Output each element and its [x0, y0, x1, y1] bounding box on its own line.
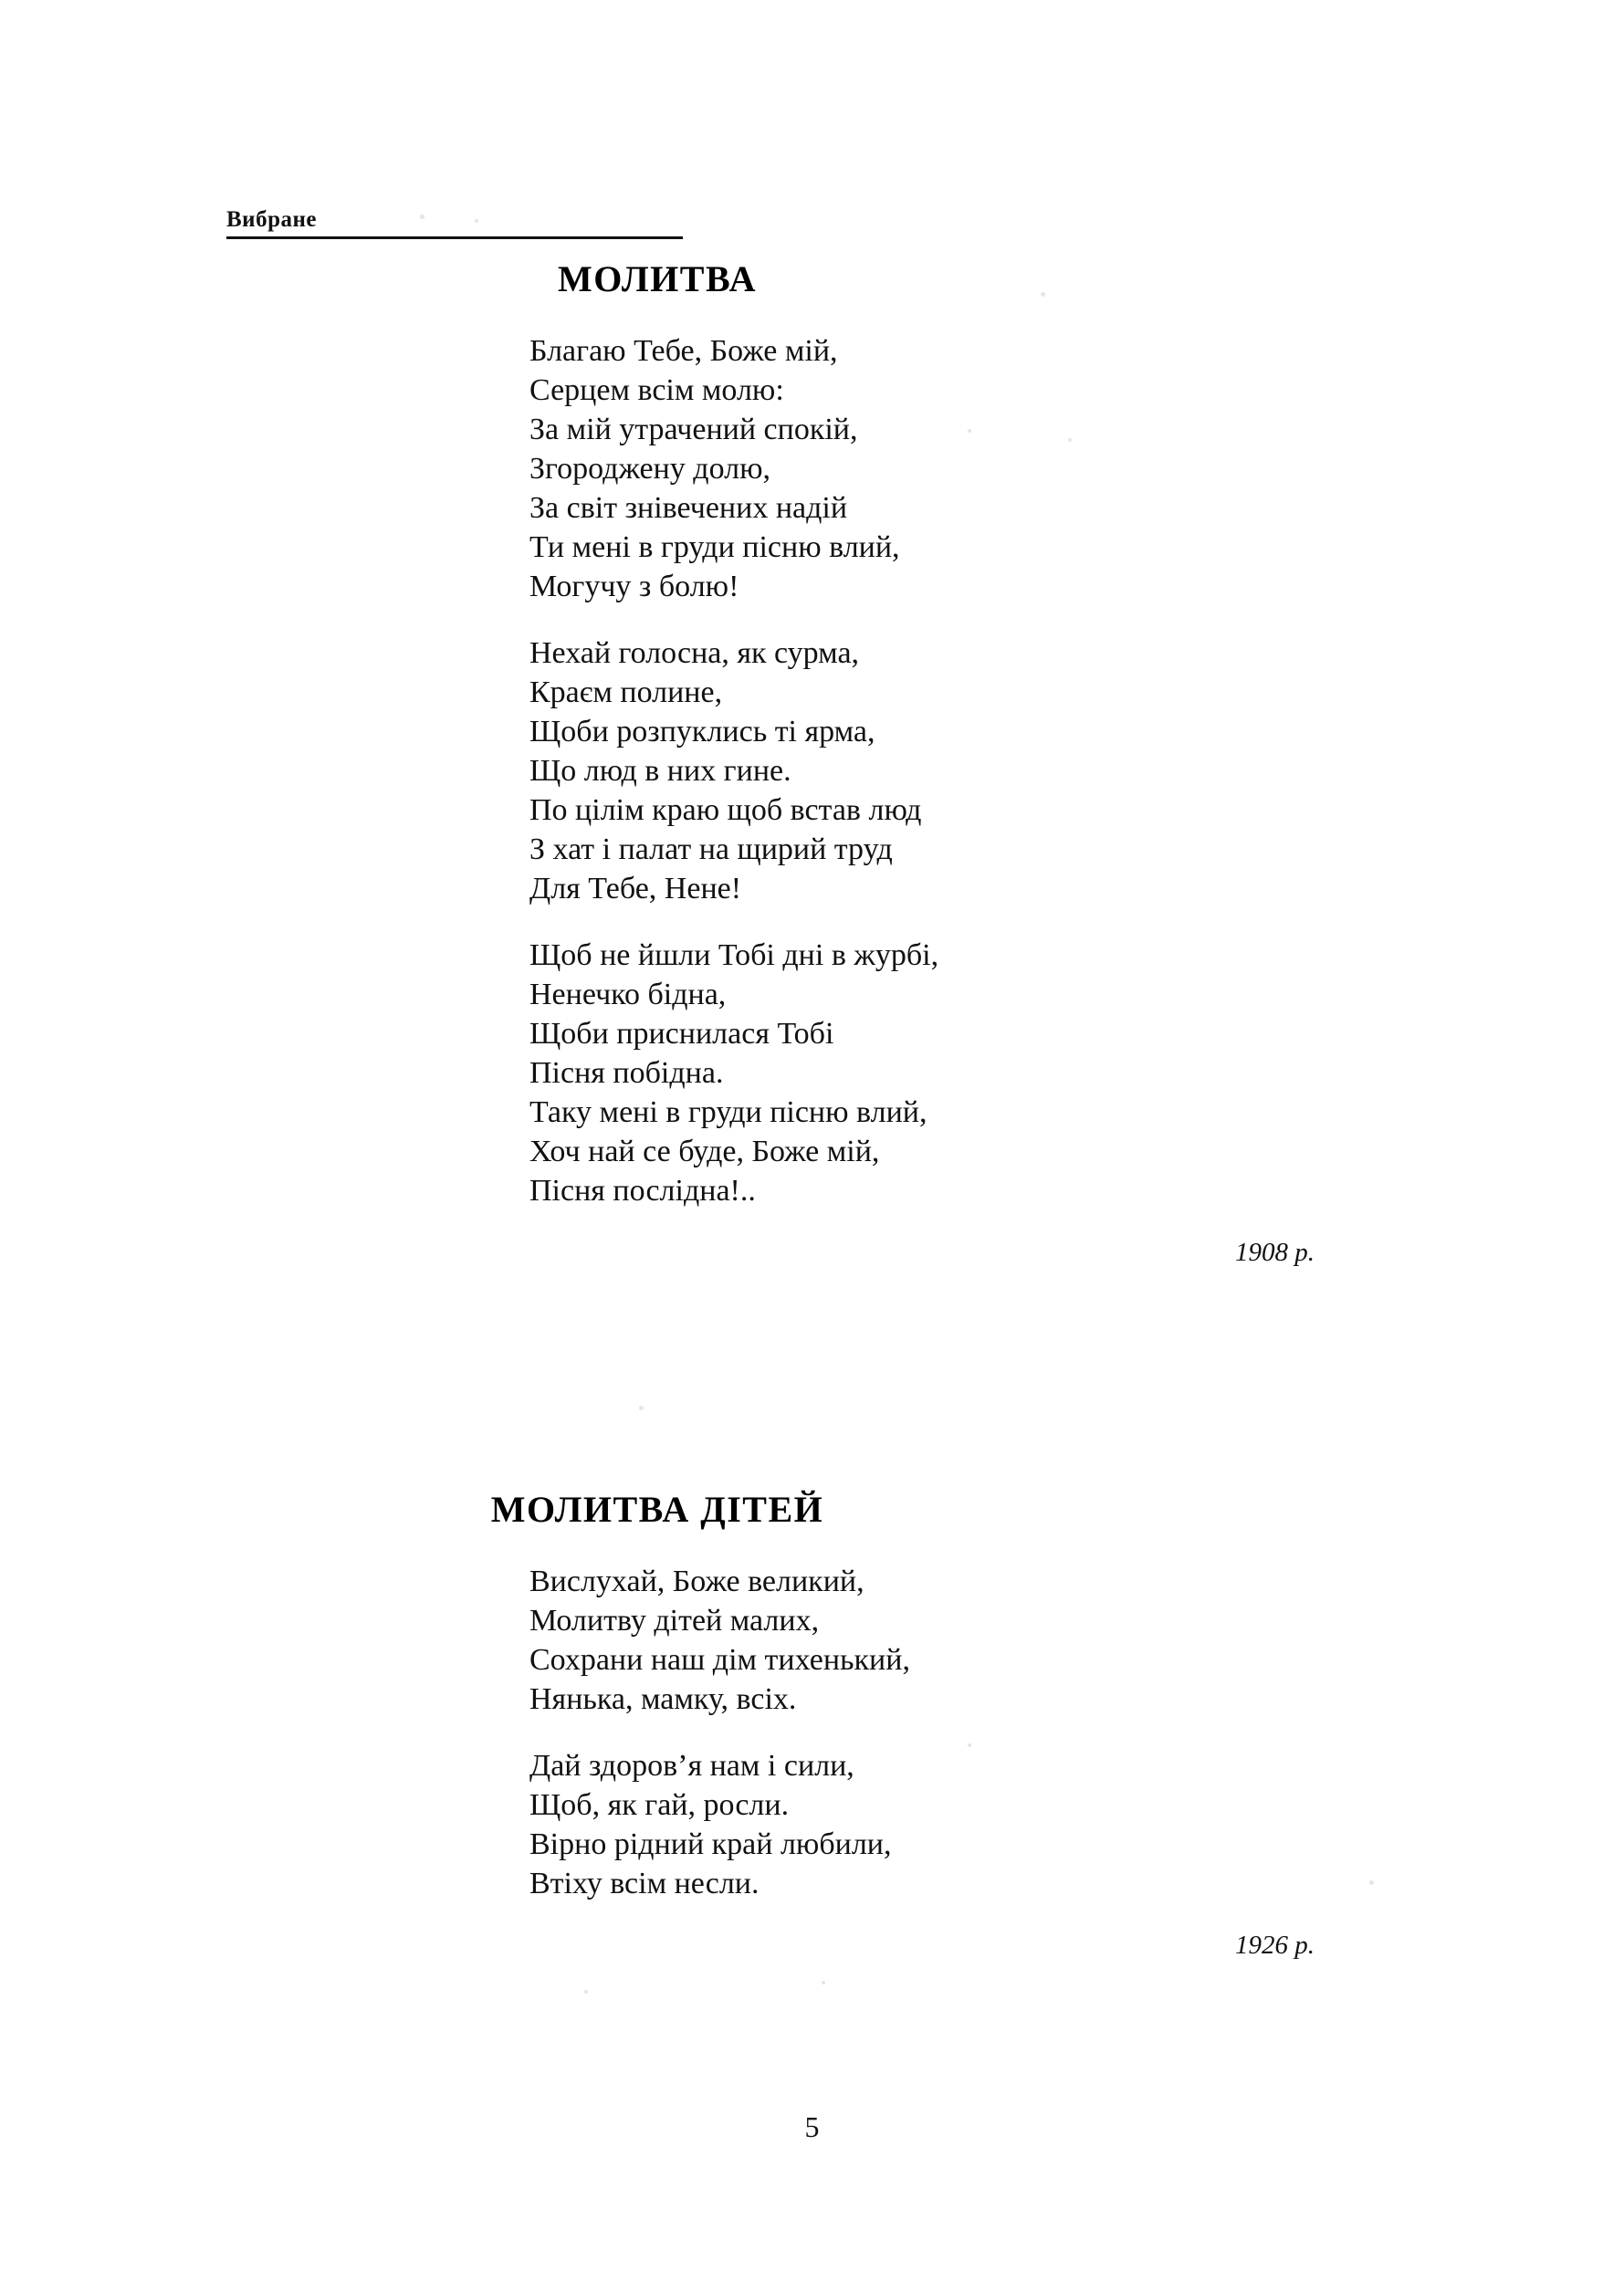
poem-line: За мій утрачений спокій,: [529, 413, 858, 446]
scan-speckle: [1068, 438, 1072, 442]
poem-line: Щоб не йшли Тобі дні в журбі,: [529, 938, 939, 972]
scan-speckle: [968, 1743, 971, 1747]
poem-title: МОЛИТВА: [557, 258, 758, 299]
poem-line: Нехай голосна, як сурма,: [529, 636, 860, 670]
poem-line: Вірно рідний край любили,: [529, 1827, 892, 1861]
poem-line: Ти мені в груди пісню влий,: [529, 530, 900, 564]
poem-line: Для Тебе, Нене!: [529, 872, 742, 905]
stanza: [529, 1746, 1315, 1903]
scan-speckle: [475, 219, 478, 223]
poem-line: Щоби розпуклись ті ярма,: [529, 715, 875, 748]
poem-line: Щоби приснилася Тобі: [529, 1017, 834, 1051]
poem-line: Молитву дітей малих,: [529, 1604, 820, 1638]
stanza: [529, 633, 1315, 908]
poem-line: Пісня побідна.: [529, 1056, 724, 1090]
poem-line: Сохрани наш дім тихенький,: [529, 1643, 910, 1677]
scan-speckle: [968, 429, 971, 433]
poem-line: Таку мені в груди пісню влий,: [529, 1095, 927, 1129]
stanza: [529, 331, 1315, 606]
poem-line: Нянька, мамку, всіх.: [529, 1682, 797, 1716]
poem-year: 1926 р.: [1235, 1931, 1315, 1960]
scan-speckle: [822, 1981, 825, 1984]
poem-line: Щоб, як гай, росли.: [529, 1788, 790, 1822]
running-head-rule: [226, 236, 683, 239]
scan-speckle: [639, 1406, 644, 1410]
poem-line: По цілім краю щоб встав люд: [529, 793, 922, 827]
poem-line: Що люд в них гине.: [529, 754, 791, 788]
poem-line: Благаю Тебе, Боже мій,: [529, 334, 838, 368]
poem-title: МОЛИТВА ДІТЕЙ: [490, 1489, 824, 1530]
poem-line: Дай здоров’я нам і сили,: [529, 1749, 854, 1783]
poem-line: Вислухай, Боже великий,: [529, 1565, 864, 1598]
running-head: [226, 208, 683, 239]
stanza: [529, 1562, 1315, 1719]
scan-speckle: [1369, 1880, 1374, 1885]
poem-molytva-ditey: [310, 1488, 1315, 1961]
poem-year: 1908 р.: [1235, 1238, 1315, 1267]
scan-speckle: [1041, 292, 1045, 297]
stanza: [529, 936, 1315, 1210]
poem-line: З хат і палат на щирий труд: [529, 832, 893, 866]
poem-molytva: [310, 257, 1315, 1268]
poem-line: Пісня послідна!..: [529, 1174, 756, 1208]
poem-line: Ненечко бідна,: [529, 978, 727, 1011]
poem-line: Могучу з болю!: [529, 570, 739, 603]
poem-line: Згороджену долю,: [529, 452, 770, 486]
poem-line: Хоч най се буде, Боже мій,: [529, 1135, 880, 1168]
scan-speckle: [584, 1990, 588, 1994]
running-head-text: Вибране: [226, 207, 317, 232]
poem-line: За світ знівечених надій: [529, 491, 848, 525]
page-number: 5: [804, 2110, 820, 2143]
poem-line: Серцем всім молю:: [529, 373, 784, 407]
scan-speckle: [420, 215, 424, 219]
poem-line: Краєм полине,: [529, 675, 723, 709]
poem-line: Втіху всім несли.: [529, 1867, 760, 1900]
